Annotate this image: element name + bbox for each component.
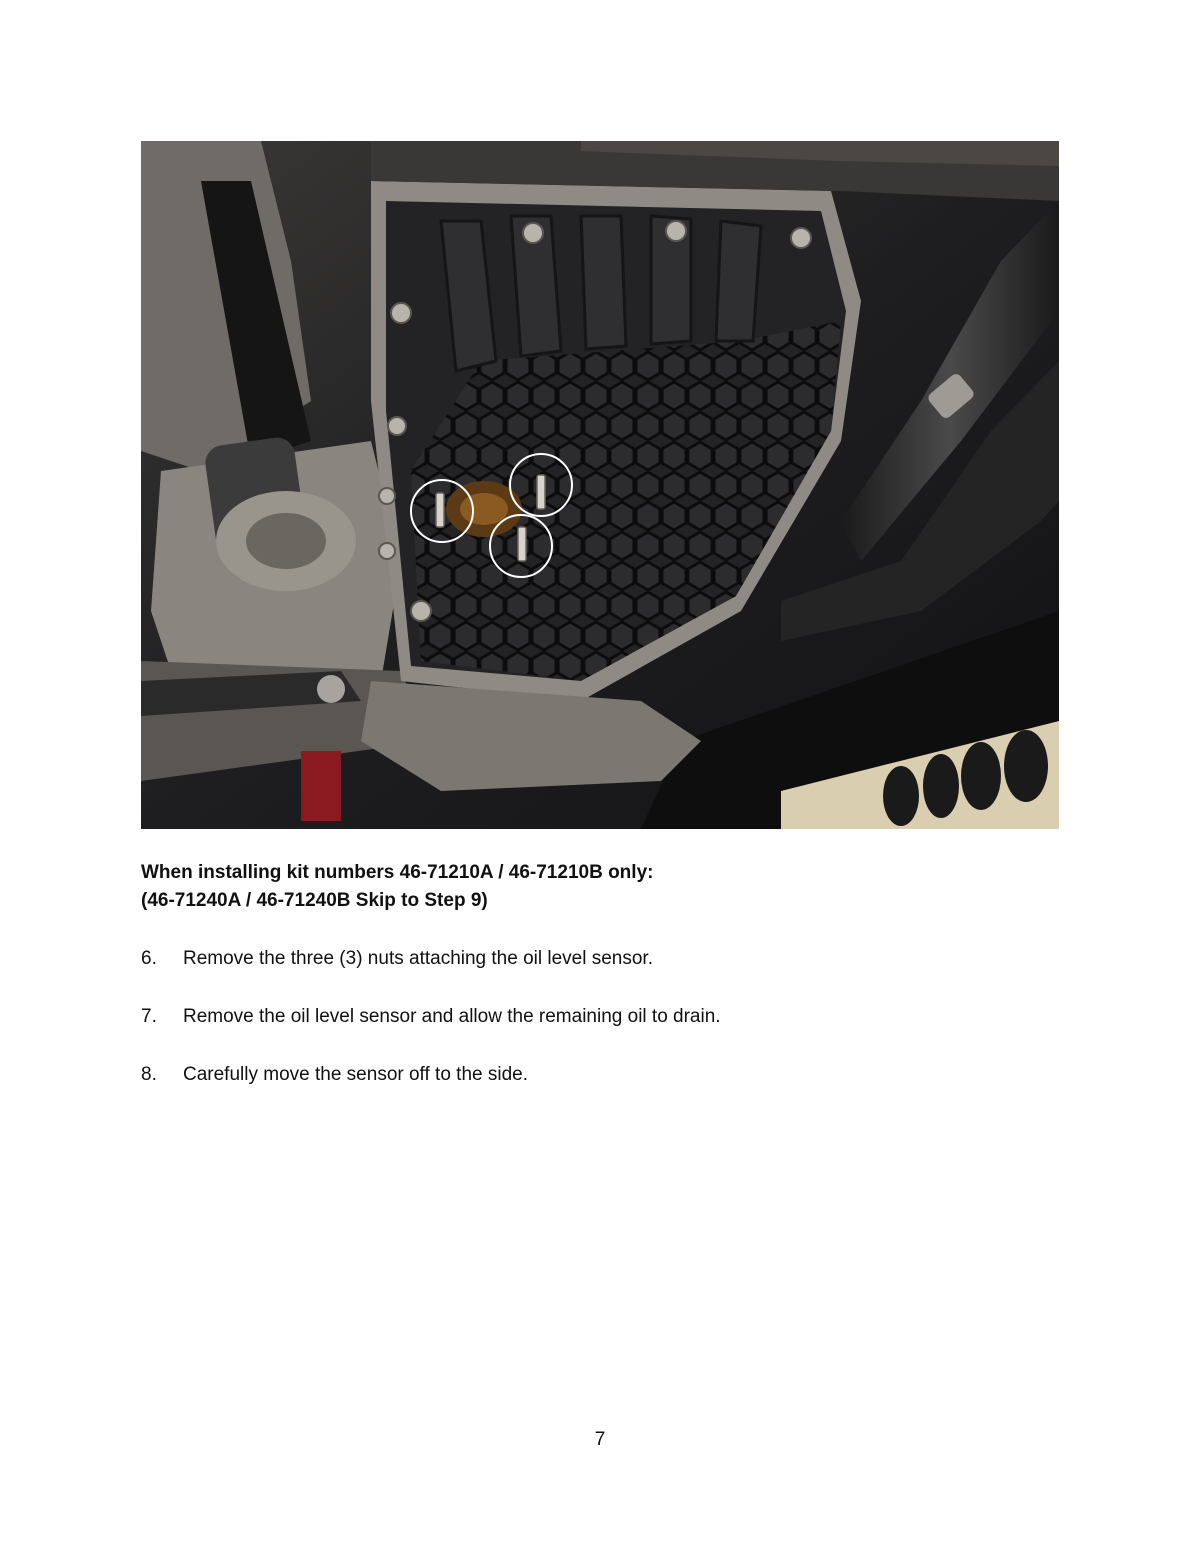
step-number: 8. — [141, 1064, 157, 1085]
step-item — [141, 945, 1041, 1003]
heading-line-1: When installing kit numbers 46-71210A / 46-71210B only: — [141, 862, 654, 883]
step-text: Remove the three (3) nuts attaching the oil level sensor. — [183, 948, 653, 969]
step-number: 7. — [141, 1006, 157, 1027]
step-text: Carefully move the sensor off to the side. — [183, 1064, 528, 1085]
section-heading — [141, 859, 1041, 915]
step-item — [141, 1003, 1041, 1061]
step-number: 6. — [141, 948, 157, 969]
step-item — [141, 1061, 1041, 1119]
step-text: Remove the oil level sensor and allow the remaining oil to drain. — [183, 1006, 721, 1027]
instruction-steps — [141, 945, 1041, 1119]
heading-line-2: (46-71240A / 46-71240B Skip to Step 9) — [141, 890, 488, 911]
page-number: 7 — [594, 1429, 606, 1450]
oil-pan-photo — [141, 141, 1059, 829]
